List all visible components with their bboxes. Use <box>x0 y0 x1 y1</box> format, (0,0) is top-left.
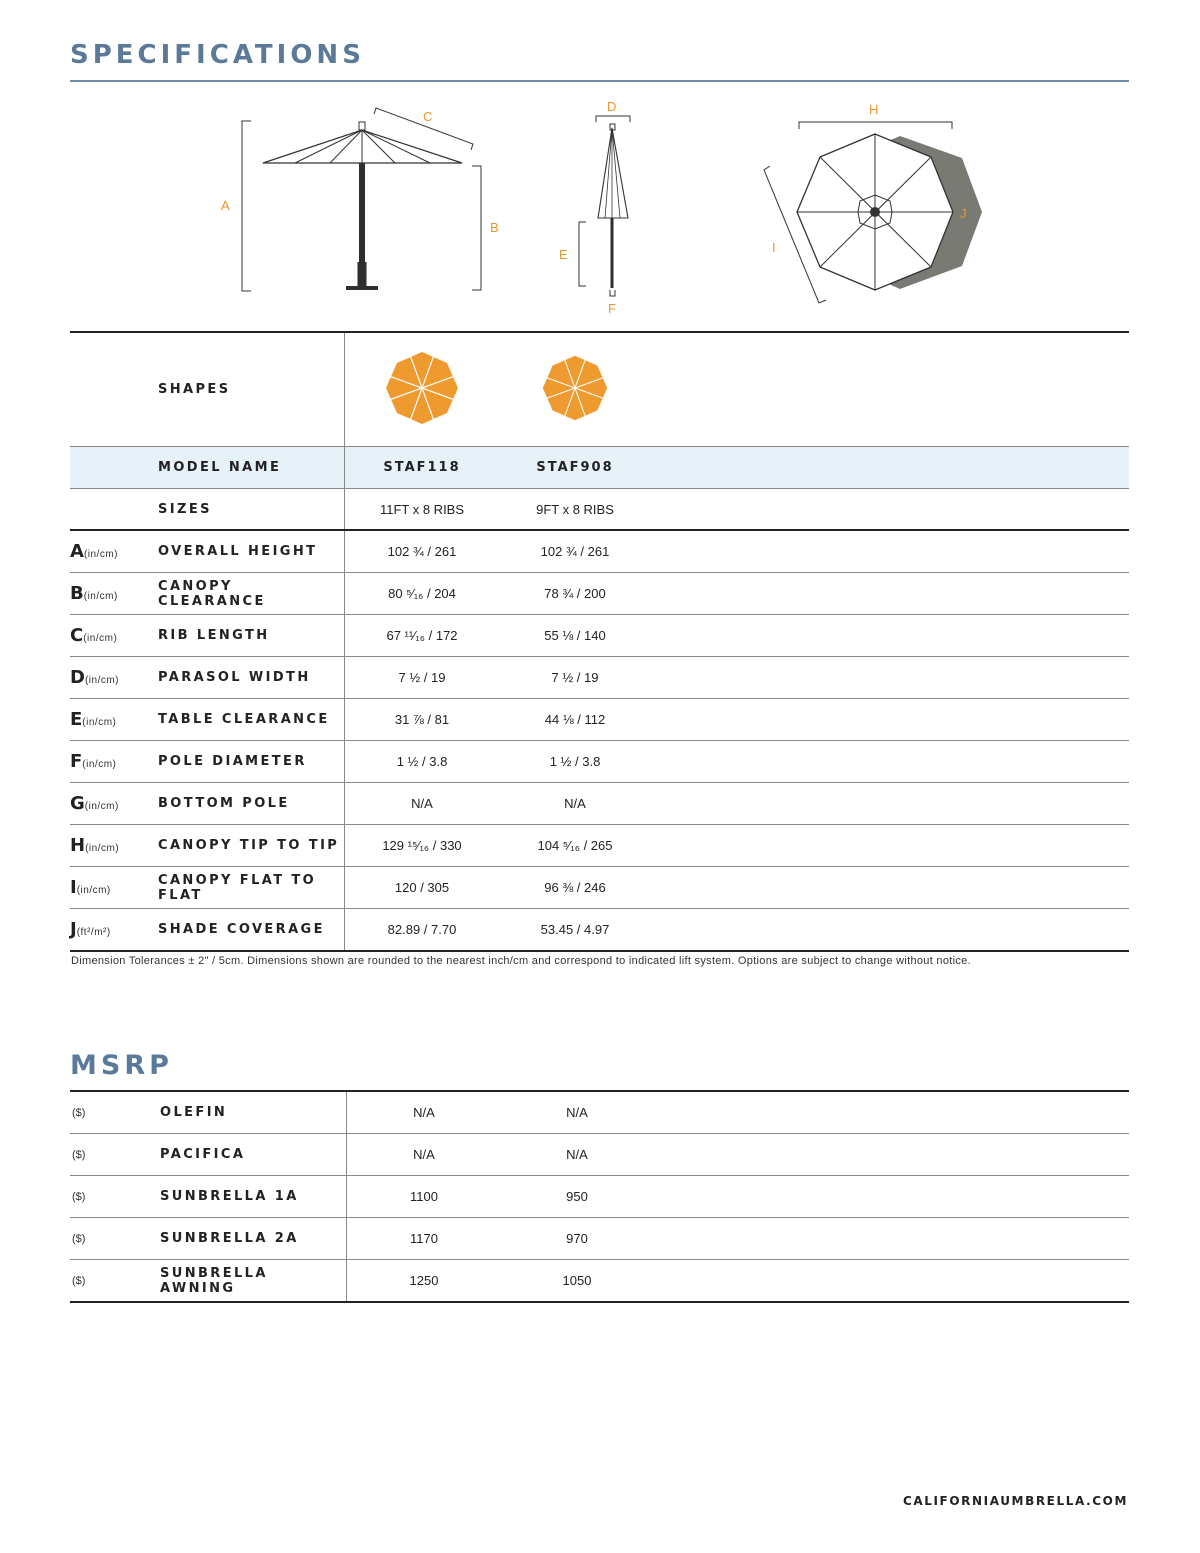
dimension-unit: (in/cm) <box>82 717 117 728</box>
msrp-row <box>70 1260 1129 1303</box>
dimension-unit: (in/cm) <box>84 675 120 686</box>
dimension-value: N/A <box>345 783 500 825</box>
tolerance-note: Dimension Tolerances ± 2" / 5cm. Dimensions shown are rounded to the nearest inch/cm and correspond to indicated lift system. Options are subject to change without notice. <box>71 955 971 967</box>
dimension-row <box>70 825 1129 867</box>
size-value: 11FT x 8 RIBS <box>345 489 500 531</box>
price-value: 970 <box>501 1218 653 1260</box>
model-name-row <box>70 447 1129 489</box>
price-value: N/A <box>347 1091 502 1134</box>
dimension-row <box>70 530 1129 573</box>
dimension-unit: (in/cm) <box>82 759 117 770</box>
dim-label: C <box>423 109 433 124</box>
dimension-unit: (ft²/m²) <box>76 927 111 938</box>
price-value: N/A <box>501 1091 653 1134</box>
dimension-letter: C <box>70 625 84 646</box>
dimension-label: TABLE CLEARANCE <box>158 699 345 741</box>
dim-label: E <box>559 247 568 262</box>
price-value: 1250 <box>409 1273 439 1288</box>
dimension-value: 44 ⅛ / 112 <box>499 699 651 741</box>
dimension-label: RIB LENGTH <box>158 615 345 657</box>
price-value: N/A <box>347 1134 502 1176</box>
dimension-value: 67 ¹¹⁄₁₆ / 172 <box>345 615 500 657</box>
specifications-title: SPECIFICATIONS <box>70 40 365 70</box>
fabric-label: SUNBRELLA 1A <box>160 1176 347 1218</box>
msrp-row <box>70 1176 1129 1218</box>
dimension-value: 55 ⅛ / 140 <box>499 615 651 657</box>
currency-label: ($) <box>72 1274 86 1287</box>
dimension-letter: D <box>70 667 85 688</box>
currency-label: ($) <box>70 1134 160 1176</box>
umbrella-dimension-diagram <box>0 90 1200 325</box>
octagon-canopy-icon <box>384 350 460 426</box>
dimension-value: 82.89 / 7.70 <box>387 922 457 937</box>
dimension-label: CANOPY TIP TO TIP <box>158 825 345 867</box>
dimension-letter: F <box>70 751 83 772</box>
title-divider <box>70 80 1129 82</box>
msrp-title: MSRP <box>70 1050 173 1081</box>
dimension-row <box>70 699 1129 741</box>
price-value: 1100 <box>347 1176 502 1218</box>
dimension-letter: B <box>70 583 84 604</box>
dimension-value: 31 ⅞ / 81 <box>345 699 500 741</box>
msrp-table <box>70 1090 1129 1303</box>
msrp-row <box>70 1134 1129 1176</box>
website-link[interactable]: CALIFORNIAUMBRELLA.COM <box>902 1494 1128 1508</box>
dimension-letter: H <box>70 835 86 856</box>
currency-label: ($) <box>70 1176 160 1218</box>
currency-label: ($) <box>70 1091 160 1134</box>
shapes-row <box>70 332 1129 447</box>
dimension-value: N/A <box>499 783 651 825</box>
dimension-letter: J <box>70 919 77 940</box>
dimension-row <box>70 867 1129 909</box>
specifications-table <box>70 331 1129 952</box>
dimension-value: 102 ¾ / 261 <box>345 530 500 573</box>
dimension-label: OVERALL HEIGHT <box>158 530 345 573</box>
dimension-letter: A <box>70 541 84 562</box>
closed-umbrella <box>579 116 630 296</box>
dimension-value: 1 ½ / 3.8 <box>345 741 500 783</box>
dimension-value: 120 / 305 <box>345 867 500 909</box>
dimension-letter: I <box>70 877 77 898</box>
dimension-unit: (in/cm) <box>76 885 111 896</box>
dimension-value: 102 ¾ / 261 <box>499 530 651 573</box>
fabric-label: OLEFIN <box>160 1091 347 1134</box>
dimension-row <box>70 657 1129 699</box>
dimension-unit: (in/cm) <box>83 633 118 644</box>
msrp-row <box>70 1091 1129 1134</box>
dimension-label: POLE DIAMETER <box>158 741 345 783</box>
dimension-value: 96 ⅜ / 246 <box>499 867 651 909</box>
model-name-label: MODEL NAME <box>158 447 345 489</box>
shapes-label: SHAPES <box>158 332 345 447</box>
size-value: 9FT x 8 RIBS <box>499 489 651 531</box>
fabric-label: SUNBRELLA AWNING <box>160 1260 347 1303</box>
price-value: 1170 <box>347 1218 502 1260</box>
dimension-unit: (in/cm) <box>85 843 120 854</box>
dimension-row <box>70 909 1129 952</box>
dim-label: J <box>960 206 967 221</box>
dimension-row <box>70 783 1129 825</box>
dimension-unit: (in/cm) <box>83 549 118 560</box>
dimension-value: 78 ¾ / 200 <box>499 573 651 615</box>
dimension-value: 80 ⁵⁄₁₆ / 204 <box>345 573 500 615</box>
price-value: N/A <box>501 1134 653 1176</box>
model-name-value: STAF908 <box>499 447 651 489</box>
dimension-unit: (in/cm) <box>84 801 119 812</box>
currency-label: ($) <box>70 1218 160 1260</box>
msrp-row <box>70 1218 1129 1260</box>
octagon-canopy-icon <box>541 354 609 422</box>
dimension-label: PARASOL WIDTH <box>158 657 345 699</box>
fabric-label: SUNBRELLA 2A <box>160 1218 347 1260</box>
dimension-label: BOTTOM POLE <box>158 783 345 825</box>
dimension-unit: (in/cm) <box>83 591 118 602</box>
dimension-value: 53.45 / 4.97 <box>540 922 610 937</box>
dimension-value: 7 ½ / 19 <box>499 657 651 699</box>
dimension-letter: G <box>70 793 85 814</box>
dim-label: F <box>608 301 616 316</box>
dimension-label: CANOPY CLEARANCE <box>158 573 345 615</box>
dim-label: A <box>221 198 230 213</box>
price-value: 950 <box>501 1176 653 1218</box>
sizes-row <box>70 489 1129 531</box>
model-name-value: STAF118 <box>345 447 500 489</box>
dimension-row <box>70 615 1129 657</box>
sizes-label: SIZES <box>158 489 345 531</box>
side-view-umbrella <box>242 108 481 291</box>
dimension-value: 1 ½ / 3.8 <box>499 741 651 783</box>
dimension-row <box>70 741 1129 783</box>
dim-label: B <box>490 220 499 235</box>
dimension-label: SHADE COVERAGE <box>158 909 345 952</box>
dimension-value: 104 ⁵⁄₁₆ / 265 <box>499 825 651 867</box>
price-value: 1050 <box>562 1273 592 1288</box>
dimension-label: CANOPY FLAT TO FLAT <box>158 867 345 909</box>
dim-label: H <box>869 102 879 117</box>
dimension-value: 129 ¹⁵⁄₁₆ / 330 <box>345 825 500 867</box>
fabric-label: PACIFICA <box>160 1134 347 1176</box>
top-view-canopy <box>764 122 982 303</box>
dimension-letter: E <box>70 709 83 730</box>
dim-label: D <box>607 99 617 114</box>
dim-label: I <box>772 240 776 255</box>
dimension-value: 7 ½ / 19 <box>345 657 500 699</box>
dimension-row <box>70 573 1129 615</box>
